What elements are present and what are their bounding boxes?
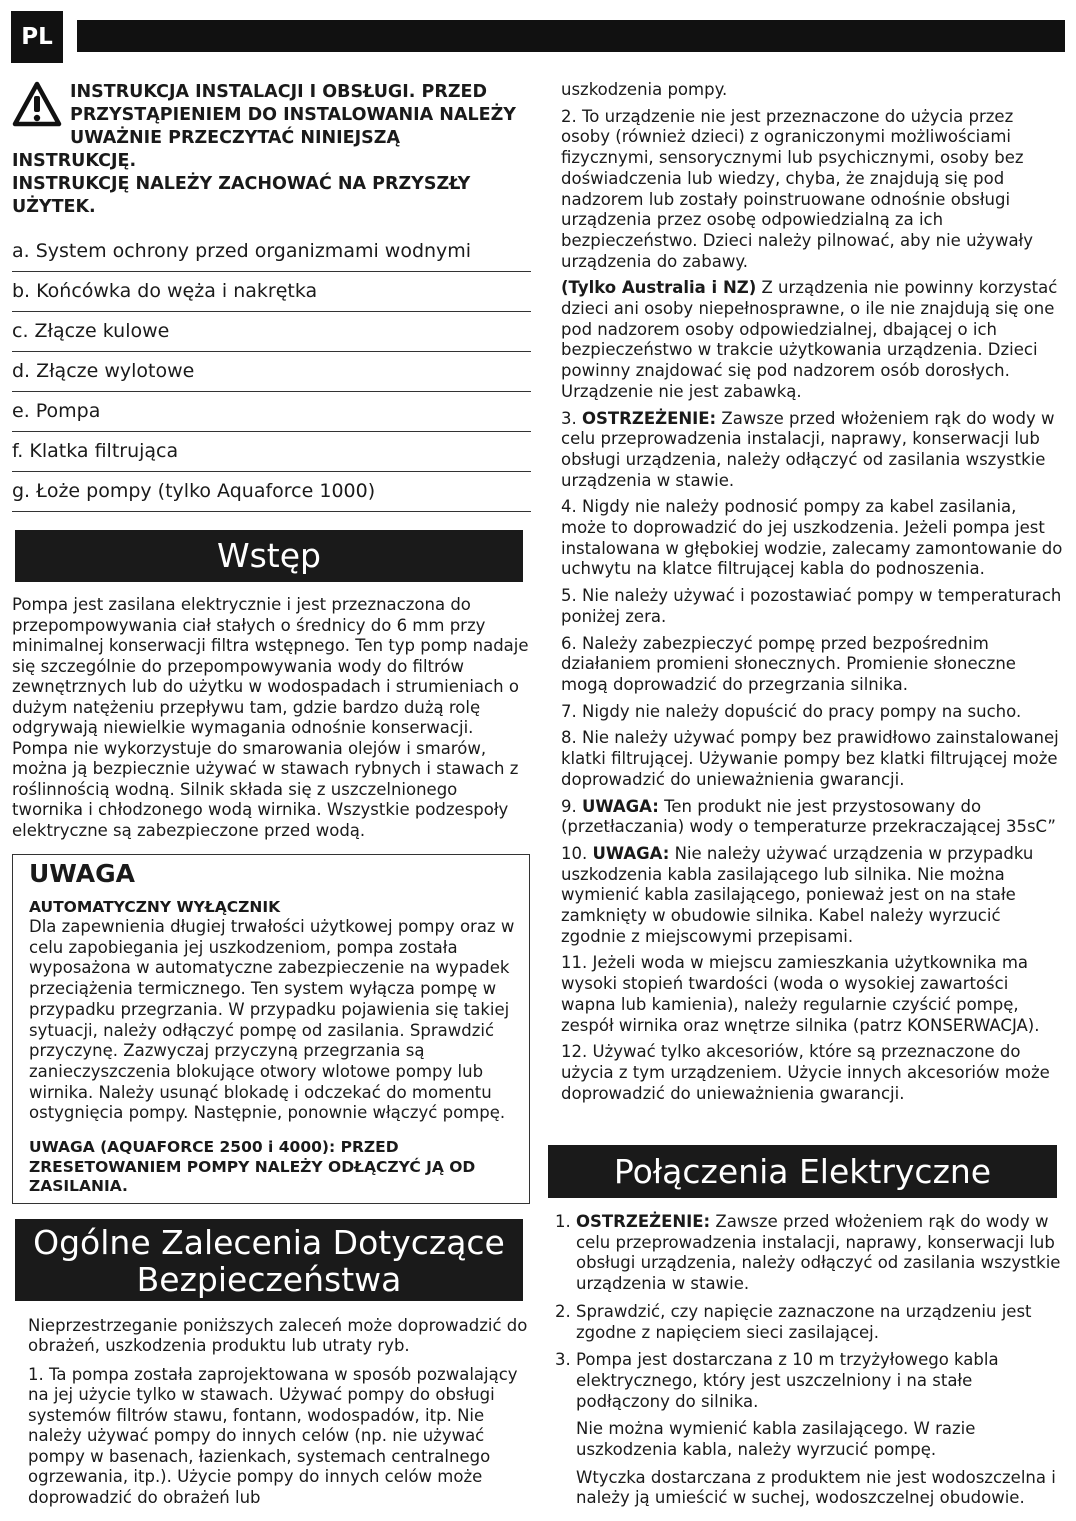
safety-item-4: 4. Nigdy nie należy podnosić pompy za kabel zasilania, może to doprowadzić do jej uszkodzenia. Jeżeli pompa jest instalowana w głębokiej wodzie, zalecamy zamontowanie do uchwytu na klatce filtrującej kabla do podnoszenia. (561, 497, 1063, 579)
uwaga-final-note: UWAGA (AQUAFORCE 2500 i 4000): PRZED ZRESETOWANIEM POMPY NALEŻY ODŁĄCZYĆ JĄ OD ZASILANIA. (29, 1138, 476, 1196)
list-item: b. Końcówka do węża i nakrętka (12, 272, 531, 312)
warning-line: PRZYSTĄPIENIEM DO INSTALOWANIA NALEŻY (70, 105, 516, 125)
list-item: e. Pompa (12, 392, 531, 432)
item-number: 1. (555, 1212, 576, 1231)
item-text: Nie należy używać urządzenia w przypadku uszkodzenia kabla zasilającego lub silnika. Nie można wymienić kabla zasilającego, ponieważ jest on na stałe zamknięty w obudowie silnika. Kabel należy wyrzucić zgodnie z miejscowymi przepisami. (561, 843, 1034, 946)
safety-item-aus (561, 278, 1066, 402)
item-text: Ten produkt nie jest przystosowany do (przetłaczania) wody o temperaturze przekraczającej 35sC” (561, 796, 1056, 837)
electrical-list (548, 1212, 1066, 1516)
electrical-item-2: 2. Sprawdzić, czy napięcie zaznaczone na urządzeniu jest zgodne z napięciem sieci zasilającej. (555, 1301, 1032, 1342)
safety-item-1: 1. Ta pompa została zaprojektowana w sposób pozwalający na jej użycie tylko w stawach. Używać pompy do obsługi systemów filtrów stawu, fontann, wodospadów, itp. Nie należy używać pompy do innych celów (np. nie używać pompy w basenach, łazienkach, systemach centralnego ogrzewania, itp.). Użycie pompy do innych celów może doprowadzić do obrażeń lub (28, 1364, 518, 1507)
item-text: Zawsze przed włożeniem rąk do wody w celu przeprowadzenia instalacji, naprawy, konserwacji lub obsługi urządzenia, należy odłączyć od zasilania wszystkie urządzenia w stawie. (561, 408, 1055, 490)
list-item: d. Złącze wylotowe (12, 352, 531, 392)
section-heading-safety (15, 1219, 523, 1301)
warning-line: UWAŻNIE PRZECZYTAĆ NINIEJSZĄ (70, 128, 400, 148)
warning-label: OSTRZEŻENIE: (582, 408, 717, 428)
right-column (561, 80, 1066, 1110)
item-number: 9. (561, 796, 582, 816)
safety-item-7: 7. Nigdy nie należy dopuścić do pracy pompy na sucho. (561, 701, 1022, 721)
safety-item-2: 2. To urządzenie nie jest przeznaczone do użycia przez osoby (również dzieci) z ograniczonymi możliwościami fizycznymi, sensorycznymi lub psychicznymi, osoby bez doświadczenia lub wiedzy, chyba, że znajdują się pod nadzorem lub zostały poinstruowane odnośnie obsługi urządzenia przez osobę odpowiedzialną za ich bezpieczeństwo. Dzieci należy pilnować, aby nie używały urządzenia do zabawy. (561, 106, 1034, 271)
electrical-item-3-p2: Nie można wymienić kabla zasilającego. W razie uszkodzenia kabla, należy wyrzucić pompę. (576, 1419, 976, 1460)
safety-item-1-cont: uszkodzenia pompy. (561, 80, 728, 99)
uwaga-title: UWAGA (29, 859, 135, 888)
safety-item-3 (561, 409, 1066, 492)
item-text: Zawsze przed włożeniem rąk do wody w celu przeprowadzenia instalacji, naprawy, konserwacji lub obsługi urządzenia, należy odłączyć od zasilania wszystkie urządzenia w stawie. (576, 1212, 1061, 1294)
safety-item-5: 5. Nie należy używać i pozostawiać pompy w temperaturach poniżej zera. (561, 586, 1062, 626)
safety-item-8: 8. Nie należy używać pompy bez prawidłowo zainstalowanej klatki filtrującej. Używanie pompy bez klatki filtrującej może doprowadzić do unieważnienia gwarancji. (561, 728, 1059, 789)
electrical-item-3: 3. Pompa jest dostarczana z 10 m trzyżyłowego kabla elektrycznego, który jest uszczelniony i na stałe podłączony do silnika. (555, 1350, 999, 1411)
safety-item-12: 12. Używać tylko akcesoriów, które są przeznaczone do użycia z tym urządzeniem. Użycie innych akcesoriów może doprowadzić do unieważnienia gwarancji. (561, 1042, 1050, 1103)
section-heading-electrical: Połączenia Elektryczne (548, 1145, 1057, 1198)
safety-heading-line1: Ogólne Zalecenia Dotyczące (33, 1222, 505, 1262)
section-heading-wstep: Wstęp (15, 530, 523, 582)
aus-text: Z urządzenia nie powinny korzystać dzieci ani osoby niepełnosprawne, o ile nie znajdują się one pod nadzorem osoby odpowiedzialnej, dbającej o ich bezpieczeństwo w trakcie użytkowania urządzenia. Dzieci powinny znajdować się pod nadzorem osób dorosłych. Urządzenie nie jest zabawką. (561, 278, 1058, 401)
note-label: UWAGA: (592, 843, 670, 863)
safety-item-9 (561, 797, 1066, 838)
warning-line: UŻYTEK. (12, 197, 96, 217)
warning-line: INSTRUKCJĘ. (12, 151, 137, 171)
list-item: f. Klatka filtrująca (12, 432, 531, 472)
left-column (12, 80, 532, 1508)
warning-triangle-icon (12, 81, 62, 134)
aus-label: (Tylko Australia i NZ) (561, 278, 757, 298)
safety-item-11: 11. Jeżeli woda w miejscu zamieszkania użytkownika ma wysoki stopień twardości (woda o wysokiej zawartości wapna lub kamienia), należy regularnie czyścić pompę, zespół wirnika oraz wnętrze silnika (patrz KONSERWACJA). (561, 953, 1040, 1035)
electrical-item-3-p3: Wtyczka dostarczana z produktem nie jest wodoszczelna i należy ją umieścić w suchej, wodoszczelnej obudowie. (576, 1467, 1056, 1508)
uwaga-text: Dla zapewnienia długiej trwałości użytkowej pompy oraz w celu zapobiegania jej uszkodzeniom, pompa została wyposażona w automatyczne zabezpieczenie na wypadek przeciążenia termicznego. Ten system wyłącza pompę w przypadku przegrzania. W przypadku pojawienia się takiej sytuacji, należy odłączyć pompę od zasilania. Sprawdzić przyczynę. Zazwyczaj przyczyną przegrzania są zanieczyszczenia blokujące otwory wlotowe pompy lub wirnika. Należy usunąć blokadę i odczekać do momentu ostygnięcia pompy. Następnie, ponownie włączyć pompę. (29, 917, 515, 1123)
electrical-item-1 (548, 1212, 1066, 1295)
wstep-text: Pompa jest zasilana elektrycznie i jest przeznaczona do przepompowywania ciał stałych o średnicy do 6 mm przy minimalnej konserwacji filtra wstępnego. Ten typ pomp nadaje się szczególnie do przepompowywania wody do filtrów zewnętrznych lub do użytku w wodospadach i strumieniach o dużym natężeniu przepływu tam, gdzie bardzo dużą rolę odgrywają niewielkie wymagania odnośnie konserwacji. Pompa nie wykorzystuje do smarowania olejów i smarów, można ją bezpiecznie używać w stawach rybnych i stawach z roślinnością wodną. Silnik składa się z uszczelnionego twornika i chłodzonego wodą wirnika. Wszystkie podzespoły elektryczne są zabezpieczone przed wodą. (12, 595, 529, 840)
list-item: a. System ochrony przed organizmami wodnymi (12, 232, 531, 272)
intro-warning (12, 81, 532, 219)
list-item: g. Łoże pompy (tylko Aquaforce 1000) (12, 472, 531, 512)
safety-intro: Nieprzestrzeganie poniższych zaleceń może doprowadzić do obrażeń, uszkodzenia produktu lub utraty ryb. (28, 1315, 528, 1356)
language-badge: PL (11, 11, 63, 63)
header-bar (77, 20, 1065, 52)
list-item: c. Złącze kulowe (12, 312, 531, 352)
safety-item-10 (561, 844, 1066, 948)
warning-label: OSTRZEŻENIE: (576, 1212, 711, 1231)
item-number: 3. (561, 408, 582, 428)
item-number: 10. (561, 843, 593, 863)
safety-heading-line2: Bezpieczeństwa (136, 1259, 402, 1299)
note-label: UWAGA: (582, 796, 659, 816)
warning-line: INSTRUKCJA INSTALACJI I OBSŁUGI. PRZED (70, 82, 488, 102)
safety-intro-block (12, 1316, 532, 1509)
uwaga-box (12, 854, 530, 1204)
warning-line: INSTRUKCJĘ NALEŻY ZACHOWAĆ NA PRZYSZŁY (12, 174, 471, 194)
uwaga-subtitle: AUTOMATYCZNY WYŁĄCZNIK (29, 898, 281, 916)
parts-list (12, 232, 531, 512)
safety-item-6: 6. Należy zabezpieczyć pompę przed bezpośrednim działaniem promieni słonecznych. Promienie słoneczne mogą doprowadzić do przegrzania silnika. (561, 633, 1016, 694)
